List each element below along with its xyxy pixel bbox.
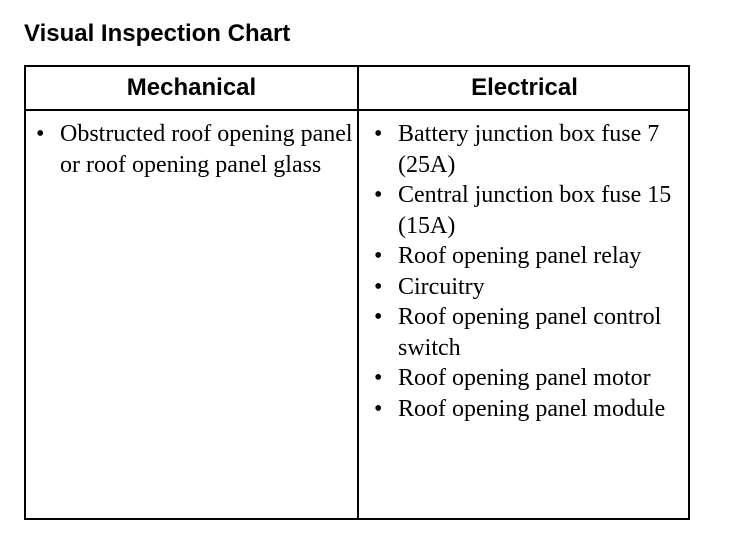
- list-item: [36, 119, 354, 180]
- list-item-text: Roof opening panel module: [398, 395, 666, 422]
- header-divider: [26, 109, 688, 111]
- bullet-icon: •: [374, 182, 383, 208]
- list-item: [374, 119, 686, 180]
- list-item-text: Circuitry: [398, 273, 485, 300]
- bullet-icon: •: [36, 121, 45, 147]
- mechanical-header: Mechanical: [126, 74, 257, 101]
- list-item: [374, 394, 686, 425]
- list-item: [374, 180, 686, 241]
- list-item: [374, 363, 686, 394]
- list-item-text: Battery junction box fuse 7 (25A): [398, 121, 660, 178]
- bullet-icon: •: [374, 121, 383, 147]
- electrical-header: Electrical: [471, 74, 578, 101]
- bullet-icon: •: [374, 273, 383, 300]
- list-item: [374, 302, 686, 363]
- electrical-list: [374, 119, 686, 424]
- list-item: [374, 272, 686, 303]
- list-item-text: Roof opening panel relay: [398, 243, 642, 269]
- list-item-text: Roof opening panel control switch: [398, 304, 662, 361]
- list-item-text: Roof opening panel motor: [398, 365, 651, 391]
- mechanical-list: [36, 119, 354, 180]
- list-item: [374, 241, 686, 272]
- inspection-table: [24, 65, 690, 520]
- bullet-icon: •: [374, 304, 383, 330]
- list-item-text: Obstructed roof opening panel or roof opening panel glass: [60, 121, 353, 178]
- bullet-icon: •: [374, 365, 383, 391]
- list-item-text: Central junction box fuse 15 (15A): [398, 182, 672, 239]
- page-title: Visual Inspection Chart: [24, 20, 291, 47]
- column-divider: [357, 67, 359, 518]
- bullet-icon: •: [374, 395, 383, 422]
- bullet-icon: •: [374, 243, 383, 269]
